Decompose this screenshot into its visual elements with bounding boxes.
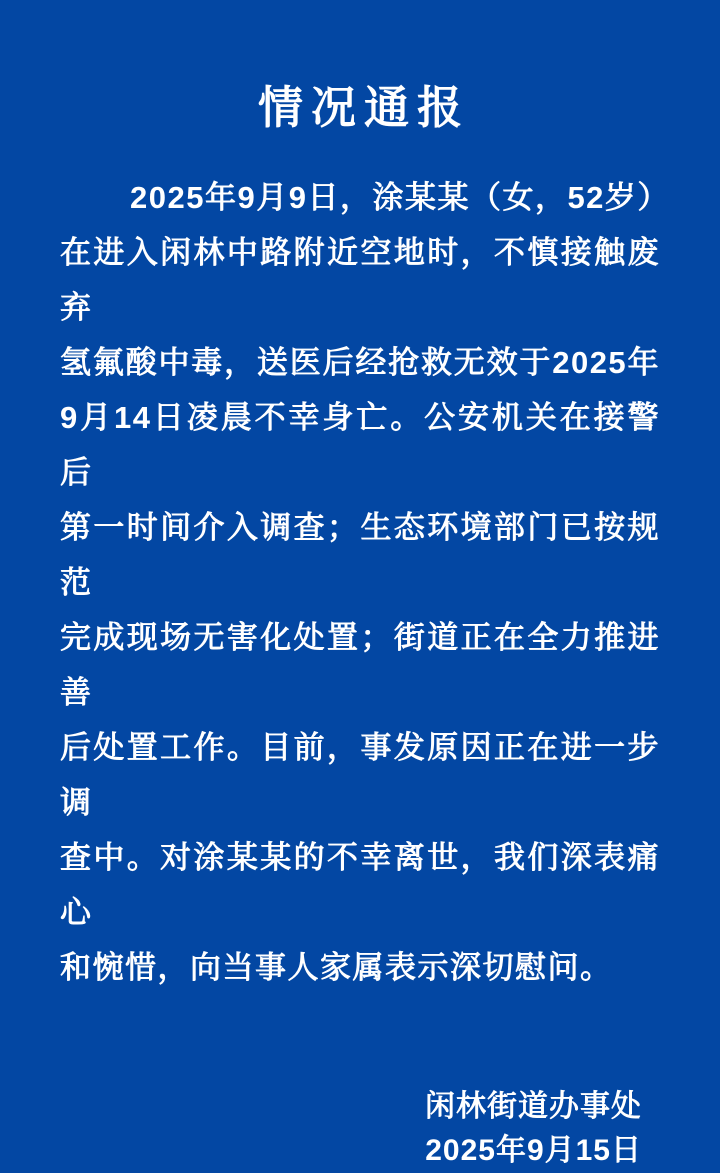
notice-signature xyxy=(0,1085,720,1173)
notice-body-line: 2025年9月9日，涂某某（女，52岁） xyxy=(130,180,670,215)
notice-body-line: 后处置工作。目前，事发原因正在进一步调 xyxy=(60,730,660,820)
notice-title: 情况通报 xyxy=(257,82,470,133)
signature-date: 2025年9月15日 xyxy=(425,1134,642,1167)
notice-body xyxy=(0,170,720,995)
notice-body-line: 氢氟酸中毒，送医后经抢救无效于2025年 xyxy=(60,345,660,380)
notice-body-line: 在进入闲林中路附近空地时，不慎接触废弃 xyxy=(60,235,660,325)
notice-body-line: 第一时间介入调查；生态环境部门已按规范 xyxy=(60,510,660,600)
signature-issuer: 闲林街道办事处 xyxy=(425,1090,642,1123)
notice-body-line: 9月14日凌晨不幸身亡。公安机关在接警后 xyxy=(60,400,660,490)
notice-body-line: 查中。对涂某某的不幸离世，我们深表痛心 xyxy=(60,840,660,930)
notice-body-line: 完成现场无害化处置；街道正在全力推进善 xyxy=(60,620,660,710)
notice-body-line: 和惋惜，向当事人家属表示深切慰问。 xyxy=(60,950,613,985)
